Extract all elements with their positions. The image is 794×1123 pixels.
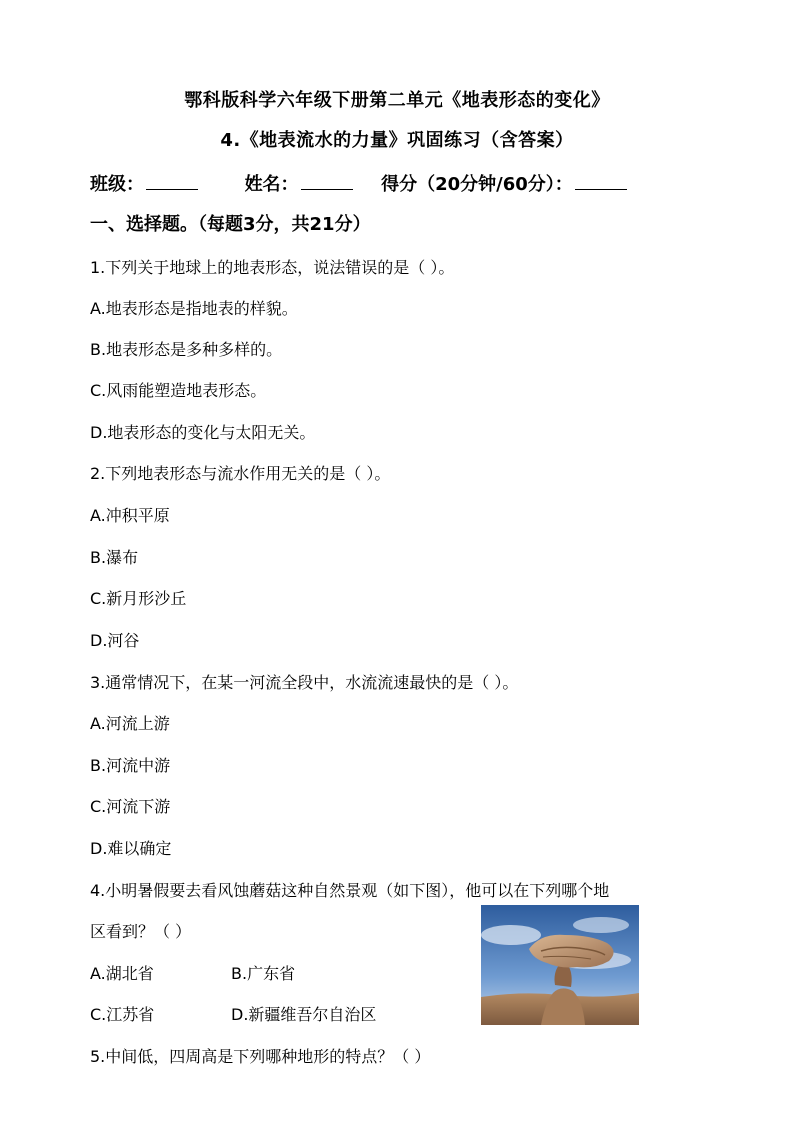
question-3-option-a: A.河流上游: [90, 714, 170, 733]
question-4-option-b: B.广东省: [231, 964, 296, 983]
question-1-stem: 1.下列关于地球上的地表形态，说法错误的是（ ）。: [90, 258, 455, 277]
question-1-option-a: A.地表形态是指地表的样貌。: [90, 299, 298, 318]
question-4-option-a: A.湖北省: [90, 964, 154, 983]
score-blank[interactable]: [575, 171, 627, 190]
question-3-option-d: D.难以确定: [90, 839, 172, 858]
name-label: 姓名：: [244, 174, 299, 195]
question-2-option-b: B.瀑布: [90, 548, 139, 567]
name-blank[interactable]: [301, 171, 353, 190]
question-1-option-c: C.风雨能塑造地表形态。: [90, 381, 267, 400]
student-info-row: [90, 170, 629, 196]
class-blank[interactable]: [146, 171, 198, 190]
class-label: 班级：: [90, 174, 144, 195]
question-5-stem: 5.中间低，四周高是下列哪种地形的特点？（ ）: [90, 1047, 431, 1066]
question-2-option-d: D.河谷: [90, 631, 140, 650]
page-subtitle: 4.《地表流水的力量》巩固练习（含答案）: [220, 130, 574, 151]
question-4-stem-line1: 4.小明暑假要去看风蚀蘑菇这种自然景观（如下图），他可以在下列哪个地: [90, 881, 610, 900]
question-4-option-c: C.江苏省: [90, 1005, 155, 1024]
question-1-option-b: B.地表形态是多种多样的。: [90, 340, 283, 359]
question-3-option-b: B.河流中游: [90, 756, 171, 775]
score-label: 得分（20分钟/60分）：: [381, 174, 573, 195]
question-4-stem-line2: 区看到？（ ）: [90, 922, 192, 941]
question-4-option-d: D.新疆维吾尔自治区: [231, 1005, 377, 1024]
question-2-option-a: A.冲积平原: [90, 506, 170, 525]
wind-erosion-mushroom-photo: [481, 905, 639, 1025]
question-2-option-c: C.新月形沙丘: [90, 589, 187, 608]
page-title: 鄂科版科学六年级下册第二单元《地表形态的变化》: [184, 90, 610, 111]
question-1-option-d: D.地表形态的变化与太阳无关。: [90, 423, 316, 442]
section-heading: 一、选择题。（每题3分，共21分）: [90, 214, 371, 235]
question-2-stem: 2.下列地表形态与流水作用无关的是（ ）。: [90, 464, 391, 483]
question-3-stem: 3.通常情况下，在某一河流全段中，水流流速最快的是（ ）。: [90, 673, 519, 692]
question-3-option-c: C.河流下游: [90, 797, 171, 816]
